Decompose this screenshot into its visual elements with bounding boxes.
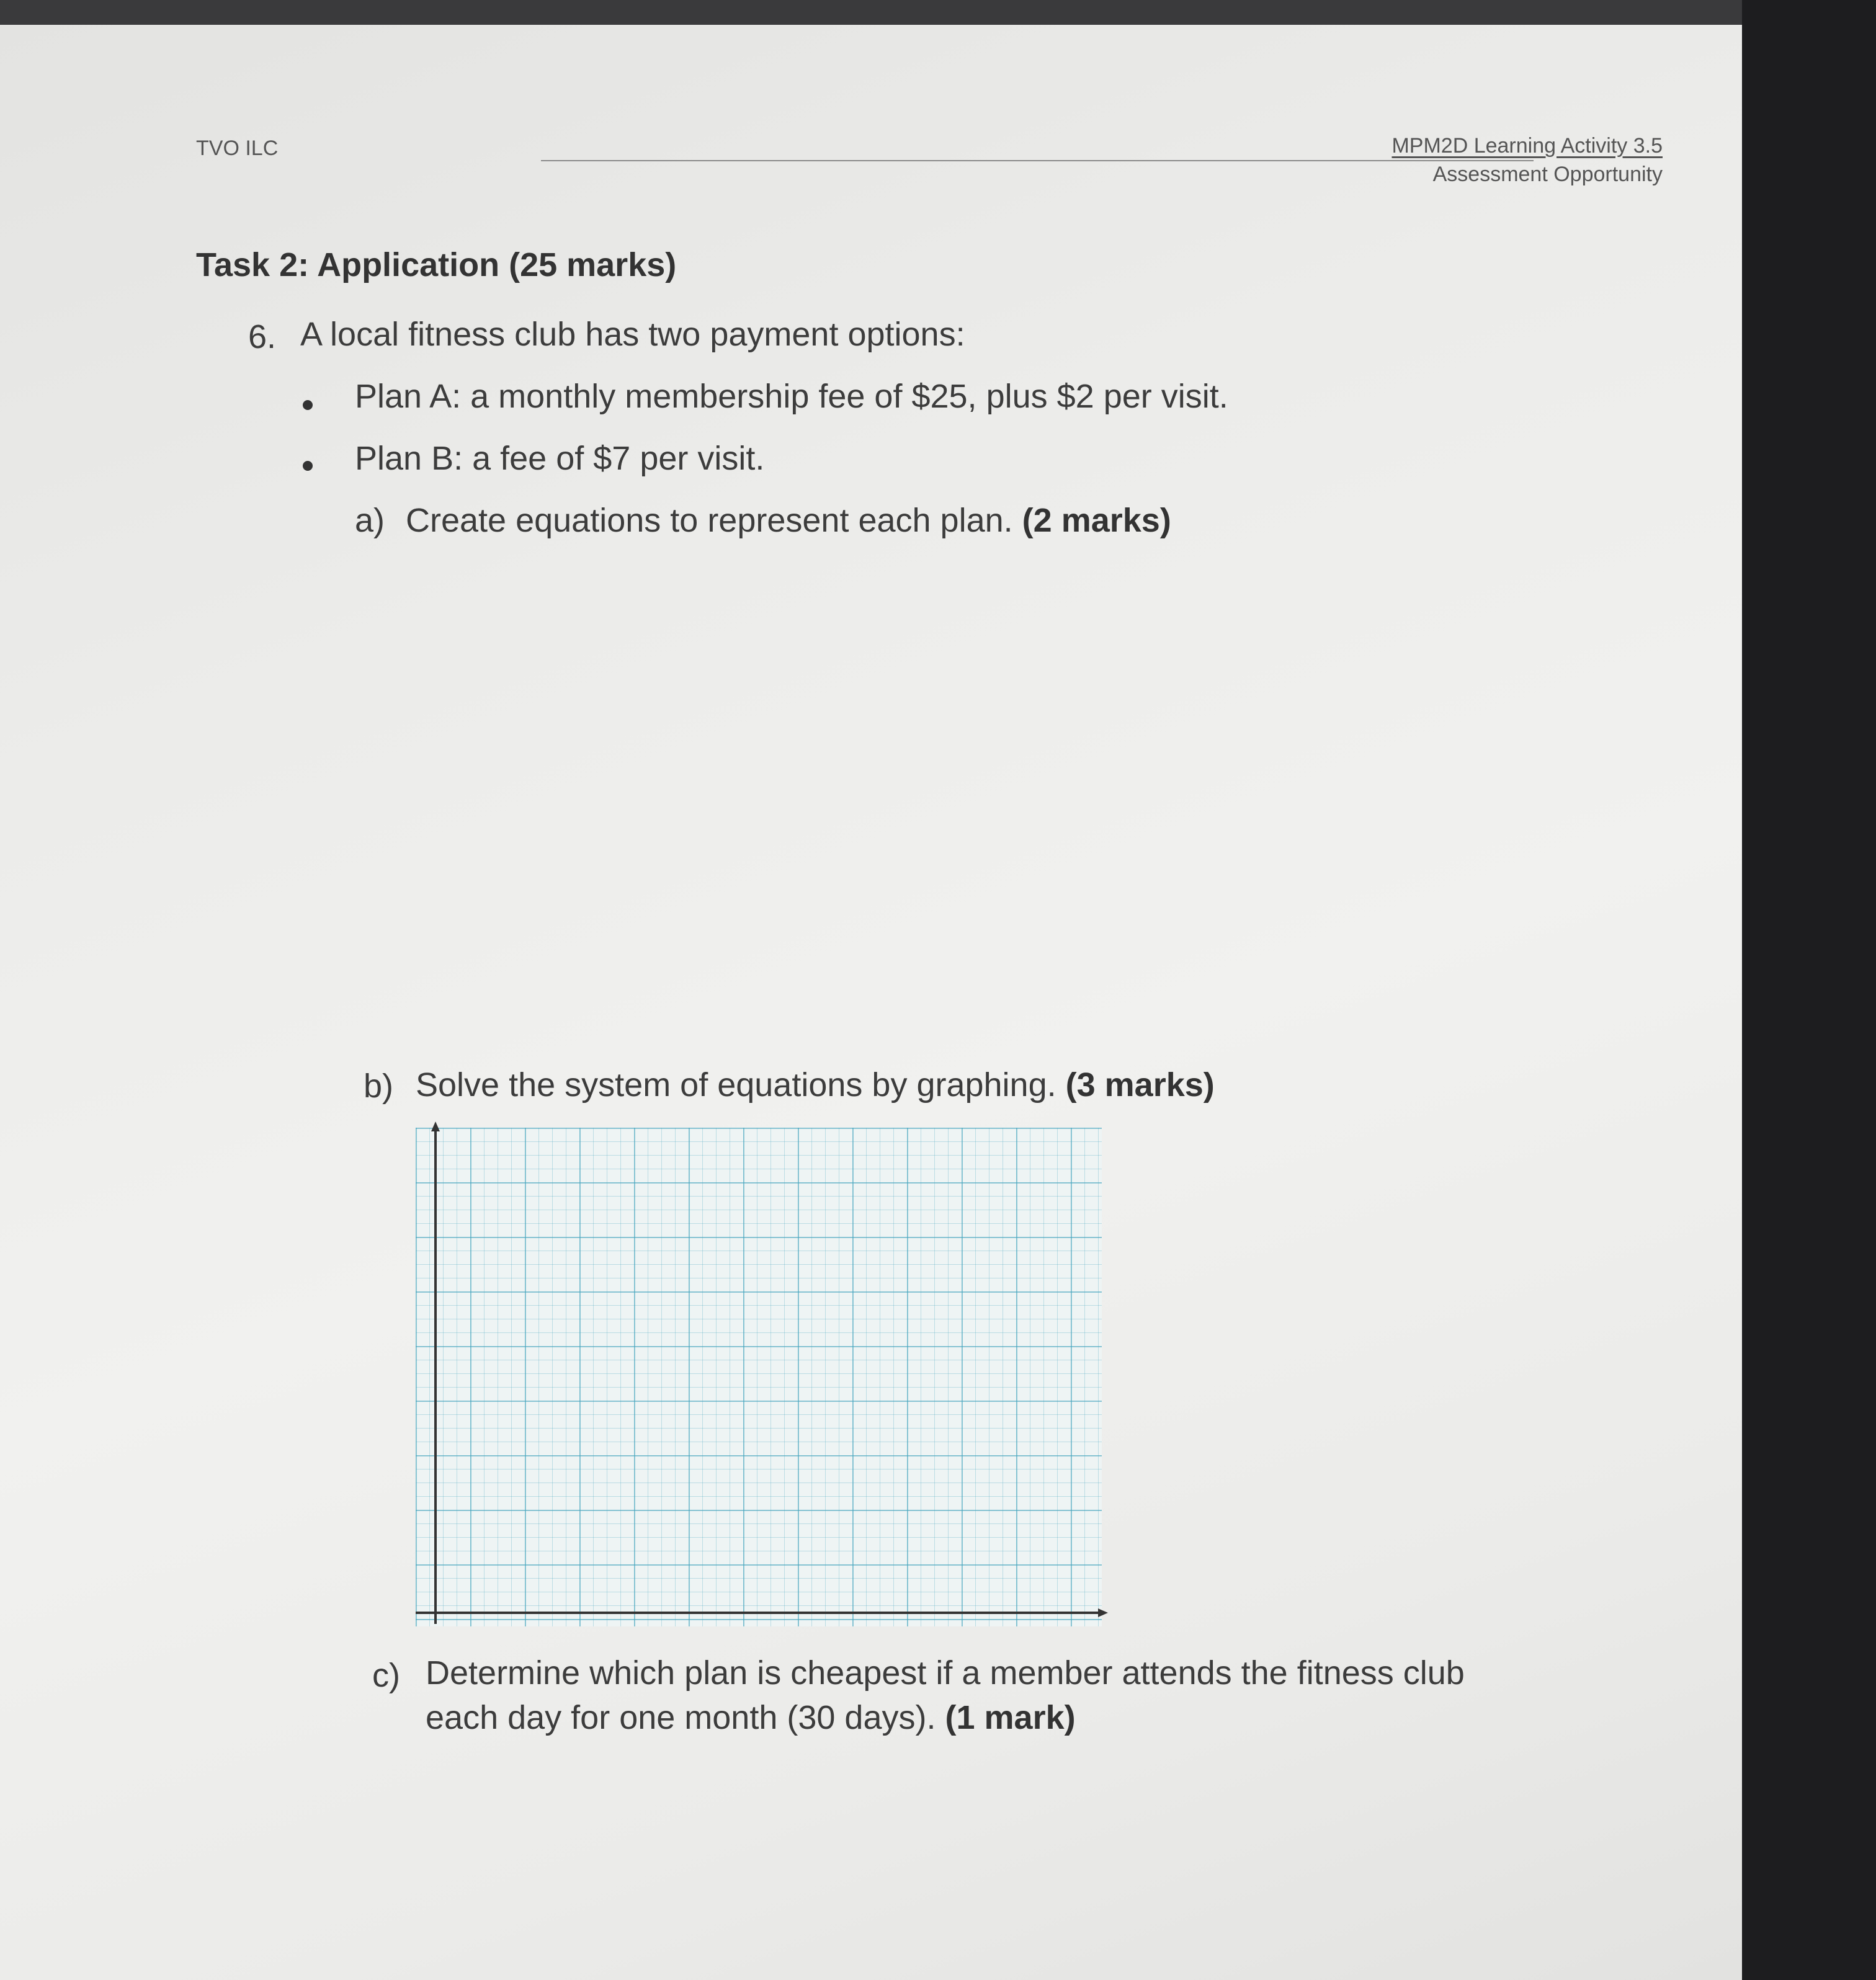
question-number: 6. <box>248 318 277 355</box>
part-a-marks: (2 marks) <box>1022 502 1171 539</box>
part-c-marks: (1 mark) <box>945 1699 1076 1736</box>
bullet-dot <box>303 400 313 410</box>
header-org: TVO ILC <box>196 136 279 160</box>
plan-b-text: Plan B: a fee of $7 per visit. <box>355 440 765 477</box>
part-b-marks: (3 marks) <box>1065 1066 1215 1104</box>
part-a-label: a) <box>355 502 385 539</box>
monitor-right-bezel <box>1742 0 1876 1980</box>
graph-axes <box>416 1122 1110 1630</box>
header-rule <box>541 160 1534 161</box>
part-c-text-line1: Determine which plan is cheapest if a member attends the fitness club <box>426 1654 1465 1692</box>
part-c-label: c) <box>372 1657 400 1694</box>
bullet-dot <box>303 461 313 471</box>
header-subtitle: Assessment Opportunity <box>1432 163 1663 186</box>
part-b-label: b) <box>364 1068 394 1105</box>
question-text: A local fitness club has two payment options: <box>300 316 965 353</box>
part-b-text: Solve the system of equations by graphing. <box>416 1066 1056 1104</box>
plan-a-text: Plan A: a monthly membership fee of $25, plus $2 per visit. <box>355 378 1228 415</box>
part-b-prompt <box>416 1066 1215 1104</box>
part-c-prompt-line2 <box>426 1698 1076 1737</box>
task-title: Task 2: Application (25 marks) <box>196 246 677 283</box>
y-axis-arrow <box>431 1122 440 1131</box>
x-axis-arrow <box>1098 1608 1108 1617</box>
part-a-prompt <box>406 501 1171 540</box>
part-a-text: Create equations to represent each plan. <box>406 502 1013 539</box>
monitor-top-bezel <box>0 0 1742 25</box>
part-c-text-line2: each day for one month (30 days). <box>426 1699 936 1736</box>
header-course: MPM2D Learning Activity 3.5 <box>1391 134 1663 158</box>
